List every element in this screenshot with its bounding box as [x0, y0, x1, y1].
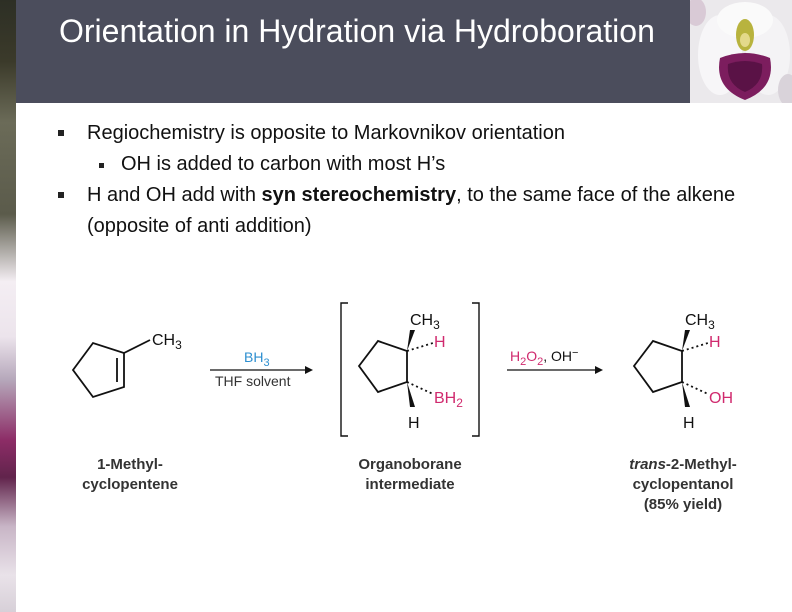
- reagent-h2o2: $H_2O_2$, OH−: [510, 347, 579, 368]
- bullet-text: Regiochemistry is opposite to Markovnikov orientation: [87, 122, 565, 144]
- caption-line: 1-Methyl-: [97, 456, 163, 473]
- slide-title: Orientation in Hydration via Hydroboration: [59, 13, 655, 49]
- caption-line: (85% yield): [643, 496, 723, 513]
- wedge-bond: [407, 330, 415, 351]
- h-label: H: [434, 334, 446, 351]
- caption-text: -2-Methyl-: [665, 456, 737, 473]
- methylcyclopentanol-structure: [634, 341, 708, 394]
- bullet-text-part: , to the same face of the alkene (opposite of anti addition): [87, 184, 736, 237]
- organoborane-structure: [359, 341, 433, 394]
- caption-line: intermediate: [365, 476, 455, 493]
- wedge-bond: [682, 330, 690, 351]
- bullet-text-bold: syn stereochemistry: [261, 184, 457, 206]
- caption-line: [603, 455, 763, 475]
- reagent-thf: THF solvent: [215, 373, 291, 389]
- bullet-text-part: H and OH add with: [87, 184, 262, 206]
- h-label: H: [709, 334, 721, 351]
- oh-label: OH: [709, 390, 733, 407]
- reagent-bh3: $BH_3$: [244, 349, 270, 369]
- methylcyclopentene-structure: [73, 340, 150, 397]
- wedge-bond: [682, 382, 690, 407]
- product-caption: [603, 455, 763, 515]
- methyl-label: $CH_3$: [152, 332, 182, 352]
- start-material-caption: [60, 455, 200, 495]
- h-label: H: [408, 415, 420, 432]
- wedge-bond: [407, 382, 415, 407]
- caption-line: Organoborane: [358, 456, 462, 473]
- caption-line: cyclopentene: [82, 476, 178, 493]
- ch3-label: $CH_3$: [685, 312, 715, 332]
- caption-line: cyclopentanol: [632, 476, 734, 493]
- bh2-label: $BH_2$: [434, 390, 463, 410]
- ch3-label: $CH_3$: [410, 312, 440, 332]
- caption-italic: trans: [629, 456, 666, 473]
- intermediate-caption: [330, 455, 490, 495]
- sub-bullet-text: OH is added to carbon with most H’s: [121, 153, 446, 175]
- h-label: H: [683, 415, 695, 432]
